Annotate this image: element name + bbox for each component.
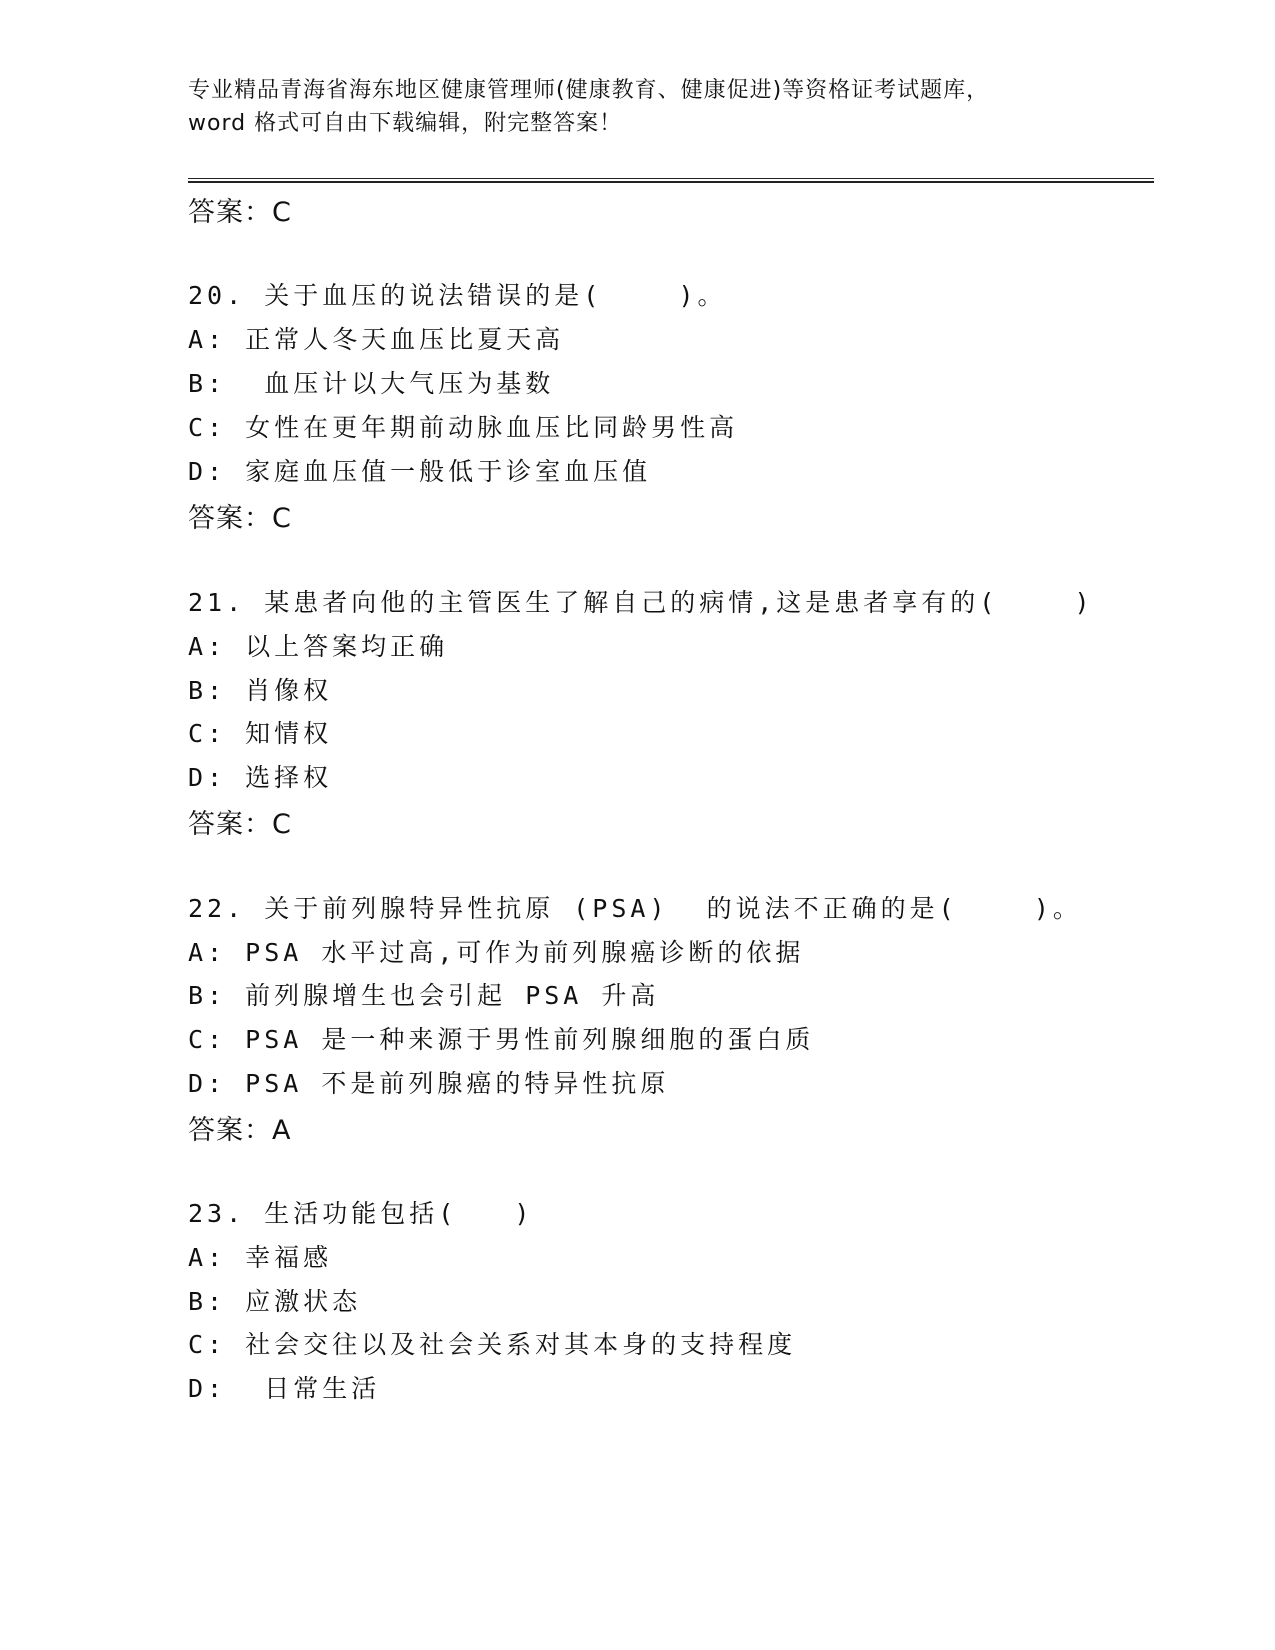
question-22-option-c: C: PSA 是一种来源于男性前列腺细胞的蛋白质 — [188, 1025, 815, 1054]
question-22-option-b: B: 前列腺增生也会引起 PSA 升高 — [188, 981, 660, 1010]
document-header — [188, 74, 989, 140]
header-line-2: word 格式可自由下载编辑，附完整答案！ — [188, 111, 623, 136]
question-21-answer: 答案：C — [188, 809, 292, 840]
header-divider-thick — [188, 181, 1154, 183]
question-20-option-d: D: 家庭血压值一般低于诊室血压值 — [188, 457, 652, 486]
question-21-stem: 21. 某患者向他的主管医生了解自己的病情,这是患者享有的( ) — [188, 588, 1094, 617]
question-23-option-b: B: 应激状态 — [188, 1287, 362, 1316]
question-20-option-b: B: 血压计以大气压为基数 — [188, 369, 555, 398]
question-23-option-d: D: 日常生活 — [188, 1374, 381, 1403]
question-20-answer: 答案：C — [188, 503, 292, 534]
question-22-answer: 答案：A — [188, 1115, 292, 1146]
question-21-option-a: A: 以上答案均正确 — [188, 632, 449, 661]
question-23-stem: 23. 生活功能包括( ) — [188, 1199, 534, 1228]
question-20-option-c: C: 女性在更年期前动脉血压比同龄男性高 — [188, 413, 739, 442]
question-23-option-a: A: 幸福感 — [188, 1243, 333, 1272]
question-21-option-c: C: 知情权 — [188, 719, 333, 748]
question-22-option-a: A: PSA 水平过高,可作为前列腺癌诊断的依据 — [188, 938, 805, 967]
question-21-option-b: B: 肖像权 — [188, 676, 333, 705]
question-20-stem: 20. 关于血压的说法错误的是( )。 — [188, 281, 727, 310]
question-22-stem: 22. 关于前列腺特异性抗原 (PSA) 的说法不正确的是( )。 — [188, 894, 1082, 923]
question-23-option-c: C: 社会交往以及社会关系对其本身的支持程度 — [188, 1330, 797, 1359]
question-21-option-d: D: 选择权 — [188, 763, 333, 792]
header-divider-thin — [188, 178, 1154, 179]
question-20-option-a: A: 正常人冬天血压比夏天高 — [188, 325, 565, 354]
header-line-1: 专业精品青海省海东地区健康管理师(健康教育、健康促进)等资格证考试题库， — [188, 78, 990, 103]
answer-previous: 答案：C — [188, 197, 292, 228]
question-22-option-d: D: PSA 不是前列腺癌的特异性抗原 — [188, 1069, 670, 1098]
